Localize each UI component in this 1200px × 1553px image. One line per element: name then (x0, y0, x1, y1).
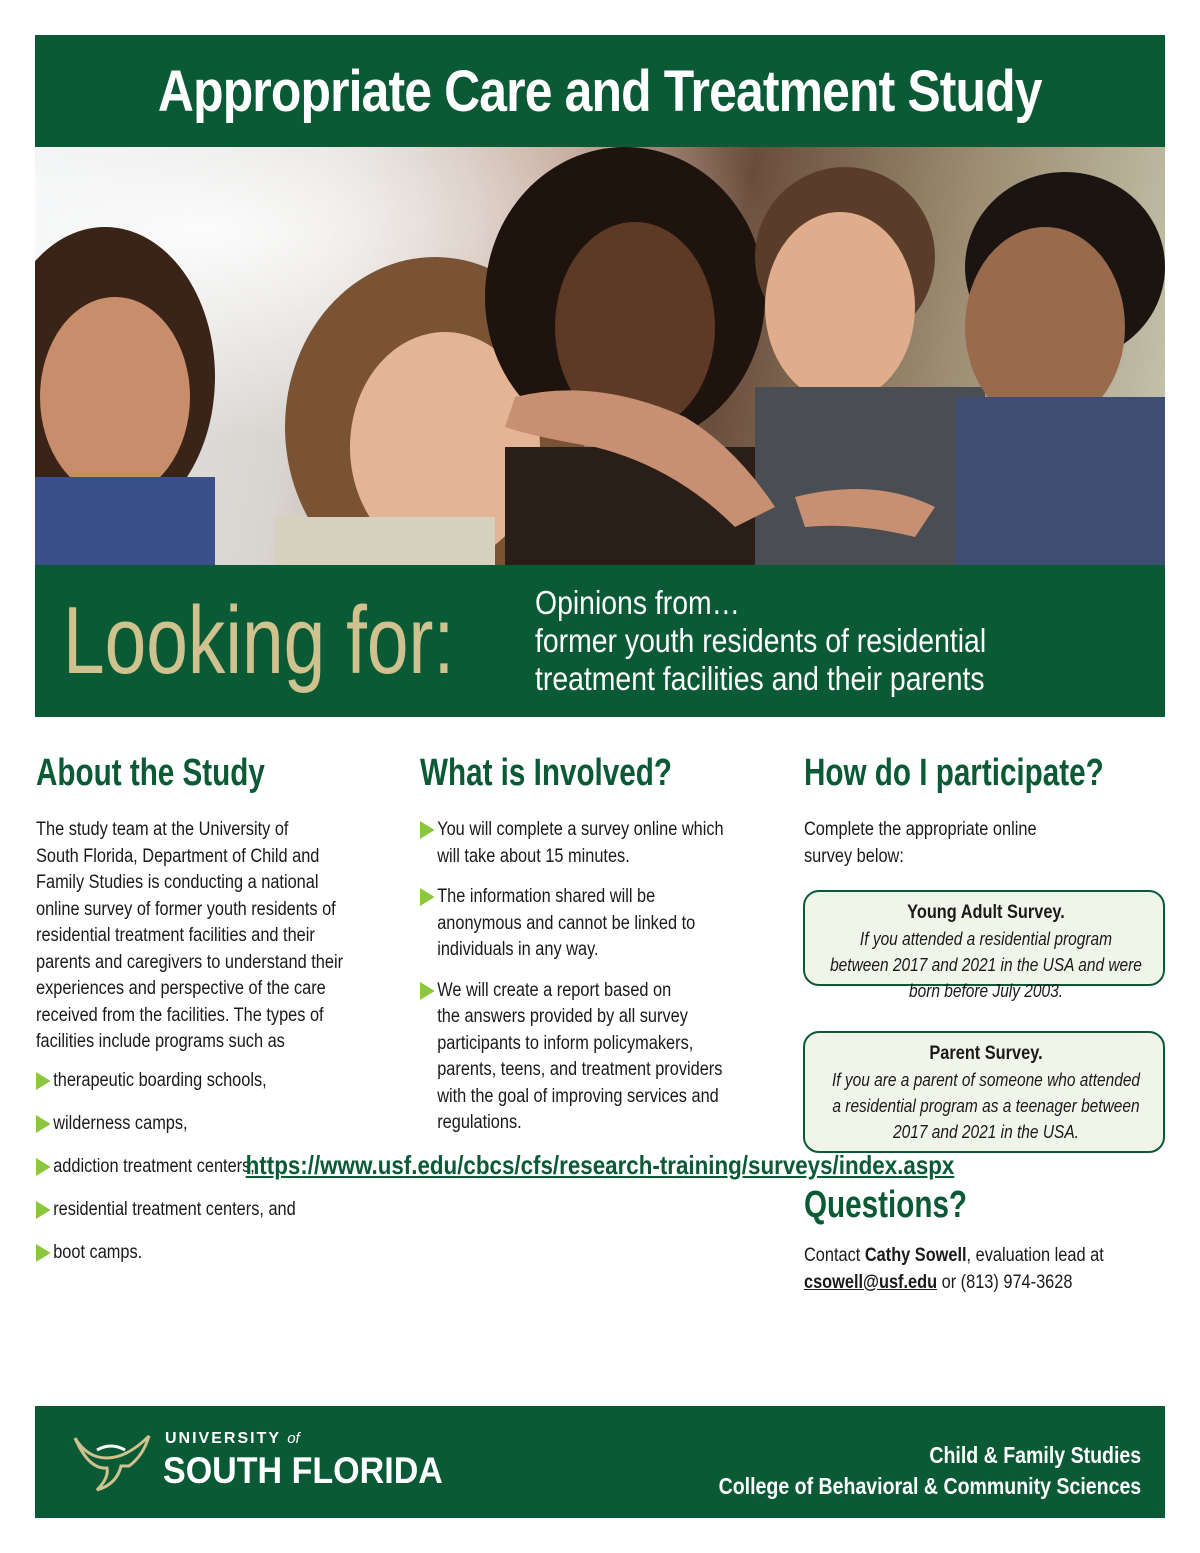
about-heading: About the Study (36, 752, 265, 794)
about-line: Family Studies is conducting a national (36, 872, 319, 893)
about-line: experiences and perspective of the care (36, 978, 326, 999)
contact-suffix: , evaluation lead at (966, 1245, 1104, 1266)
looking-for-text (535, 584, 986, 698)
list-item (36, 1240, 346, 1283)
involved-section (420, 752, 780, 1151)
looking-for-line: treatment facilities and their parents (535, 660, 985, 697)
list-item-text: therapeutic boarding schools, (53, 1069, 267, 1091)
participate-heading: How do I participate? (804, 752, 1104, 794)
triangle-bullet-icon (36, 1115, 51, 1133)
survey-description-line: between 2017 and 2021 in the USA and were (830, 955, 1142, 975)
about-line: parents and caregivers to understand their (36, 951, 344, 973)
phone-number: or (813) 974-3628 (937, 1271, 1073, 1293)
contact-line (804, 1243, 1114, 1270)
list-item-line: The information shared will be (437, 886, 656, 907)
list-item (420, 884, 730, 964)
parent-survey-title: Parent Survey. (929, 1043, 1043, 1064)
about-line: online survey of former youth residents of (36, 898, 336, 920)
intro-line: survey below: (804, 845, 904, 867)
list-item (420, 978, 730, 1137)
about-line: facilities include programs such as (36, 1031, 285, 1052)
triangle-bullet-icon (420, 982, 435, 1000)
about-line: received from the facilities. The types of (36, 1004, 324, 1026)
list-item-line: the answers provided by all survey (437, 1006, 688, 1027)
list-item-line: parents, teens, and treatment providers (437, 1059, 723, 1080)
contact-info (804, 1243, 1114, 1296)
intro-line: Complete the appropriate online (804, 819, 1037, 840)
looking-for-banner (35, 565, 1165, 717)
page-title: Appropriate Care and Treatment Study (158, 58, 1042, 124)
contact-name: Cathy Sowell (864, 1245, 967, 1266)
list-item-line: You will complete a survey online which (437, 819, 724, 840)
looking-for-label: Looking for: (63, 587, 455, 694)
email-link[interactable]: csowell@usf.edu (804, 1271, 938, 1293)
looking-for-line: former youth residents of residential (535, 622, 987, 659)
list-item-text: residential treatment centers, and (53, 1198, 296, 1220)
list-item-line: individuals in any way. (437, 939, 599, 960)
about-line: residential treatment facilities and their (36, 925, 315, 946)
list-item-line: with the goal of improving services and (437, 1085, 719, 1107)
title-banner (35, 35, 1165, 147)
contact-line (804, 1270, 1114, 1297)
parent-survey-card[interactable] (803, 1031, 1165, 1153)
about-line: South Florida, Department of Child and (36, 845, 320, 867)
university-word: UNIVERSITY (165, 1430, 281, 1447)
participate-intro (804, 817, 1114, 870)
list-item (36, 1197, 346, 1240)
list-item-line: regulations. (437, 1112, 522, 1133)
looking-for-line: Opinions from… (535, 584, 741, 621)
triangle-bullet-icon (36, 1201, 51, 1219)
triangle-bullet-icon (36, 1244, 51, 1262)
list-item (420, 817, 730, 870)
college-name: College of Behavioral & Community Sciences (718, 1473, 1141, 1499)
survey-description-line: 2017 and 2021 in the USA. (893, 1122, 1079, 1142)
list-item-text (437, 978, 722, 1137)
list-item-line: participants to inform policymakers, (437, 1032, 694, 1054)
hero-photo (35, 147, 1165, 565)
footer (35, 1406, 1165, 1518)
young-adult-survey-card[interactable] (803, 890, 1165, 1001)
about-line: The study team at the University of (36, 819, 289, 840)
questions-heading: Questions? (804, 1184, 968, 1226)
survey-description-line: born before July 2003. (908, 981, 1064, 1001)
survey-description-line: a residential program as a teenager between (832, 1096, 1140, 1116)
university-name: SOUTH FLORIDA (163, 1450, 443, 1491)
list-item-text (437, 884, 695, 964)
of-word: of (287, 1430, 300, 1447)
about-section (36, 752, 396, 1283)
list-item-text: boot camps. (53, 1241, 143, 1263)
university-label (165, 1430, 300, 1448)
list-item (36, 1068, 346, 1111)
list-item-line: anonymous and cannot be linked to (437, 912, 696, 934)
survey-description-line: If you are a parent of someone who attended (831, 1070, 1141, 1090)
contact-prefix: Contact (804, 1245, 865, 1266)
survey-description-line: If you attended a residential program (859, 929, 1113, 949)
triangle-bullet-icon (36, 1158, 51, 1176)
bull-logo-icon (67, 1428, 157, 1496)
triangle-bullet-icon (420, 821, 435, 839)
involved-list (420, 817, 780, 1137)
questions-section (804, 1184, 1164, 1296)
department-info (718, 1440, 1141, 1502)
participate-section (804, 752, 1164, 870)
list-item (36, 1111, 346, 1154)
list-item-text: addiction treatment centers, (53, 1155, 255, 1177)
list-item-text: wilderness camps, (53, 1112, 188, 1134)
list-item-line: will take about 15 minutes. (437, 845, 630, 867)
department-name: Child & Family Studies (929, 1442, 1141, 1468)
list-item-text (437, 817, 723, 870)
survey-url-link[interactable]: https://www.usf.edu/cbcs/cfs/research-training/surveys/index.aspx (245, 1150, 955, 1180)
about-paragraph (36, 817, 346, 1056)
triangle-bullet-icon (420, 888, 435, 906)
triangle-bullet-icon (36, 1072, 51, 1090)
involved-heading: What is Involved? (420, 752, 672, 794)
list-item-line: We will create a report based on (437, 979, 672, 1001)
young-adult-survey-title: Young Adult Survey. (907, 902, 1065, 923)
